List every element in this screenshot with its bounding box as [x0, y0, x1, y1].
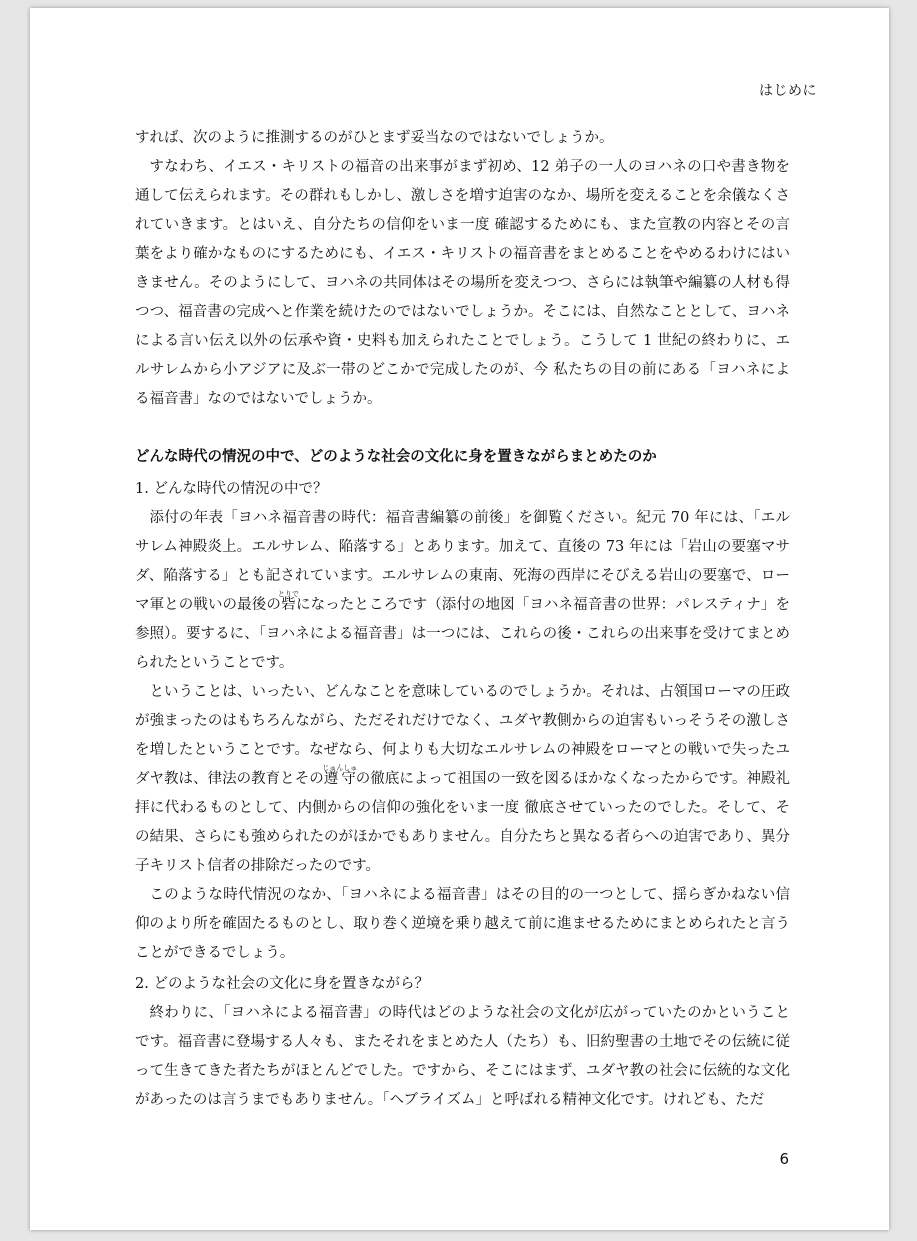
ruby-toride — [277, 590, 299, 613]
subsection-2-paragraph-1: 終わりに、「ヨハネによる福音書」の時代はどのような社会の文化が広がっていたのかということです。福音書に登場する人々も、またそれをまとめた人（たち）も、旧約聖書の土地でその伝統に従って生きてきた者たちがほとんどでした。ですから、そこにはまず、ユダヤ教の社会に伝統的な文化があったのは言うまでもありません。「ヘブライズム」と呼ばれる精神文化です。けれども、ただ — [135, 1005, 790, 1108]
subsection-1-paragraph-2 — [135, 678, 790, 881]
running-header: はじめに — [759, 83, 817, 99]
subsection-2-title: 2. どのような社会の文化に身を置きながら？ — [135, 976, 429, 992]
text-run: の徹底によって祖国の一致を図るほかなくなったからです。神殿礼拝に代わるものとして、内側からの信仰の強化をいま一度 徹底させていったのでした。そして、その結果、さらにも強められたのがほかでもありません。自分たちと異なる者らへの迫害であり、異分子キリスト信者の排除だったのです。 — [135, 771, 790, 874]
subsection-1-paragraph-1 — [135, 504, 790, 678]
ruby-base: 砦 — [277, 597, 299, 613]
text-run: になったところです（添付の地図「ヨハネ福音書の世界：パレスティナ」を参照）。要するに、「ヨハネによる福音書」は一つには、これらの後・これらの出来事を受けてまとめられたということです。 — [135, 597, 791, 671]
document-page — [30, 8, 889, 1230]
subsection-1-title: 1. どんな時代の情況の中で？ — [135, 481, 328, 497]
intro-paragraph-1: すなわち、イエス・キリストの福音の出来事がまず初め、12 弟子の一人のヨハネの口や書き物を通して伝えられます。その群れもしかし、激しさを増す迫害のなか、場所を変えることを余儀なくされていきます。とはいえ、自分たちの信仰をいま一度 確認するためにも、また宣教の内容とその言葉をより確かなものにするためにも、イエス・キリストの福音書をまとめることをやめるわけにはいきません。そのようにして、ヨハネの共同体はその場所を変えつつ、さらには執筆や編纂の人材も得つつ、福音書の完成へと作業を続けたのではないでしょうか。そこには、自然なこととして、ヨハネによる言い伝え以外の伝承や資・史料も加えられたことでしょう。こうして 1 世紀の終わりに、エルサレムから小アジアに及ぶ一帯のどこかで完成したのが、今 私たちの目の前にある「ヨハネによる福音書」なのではないでしょうか。 — [135, 159, 790, 407]
intro-paragraph-0: すれば、次のように推測するのがひとまず妥当なのではないでしょうか。 — [135, 130, 614, 146]
page-number: 6 — [779, 1150, 789, 1168]
ruby-reading: じゅんしゅ — [322, 764, 358, 772]
ruby-base: 遵守 — [322, 771, 358, 787]
ruby-junshu — [322, 764, 358, 787]
text-run: ということは、いったい、どんなことを意味しているのでしょうか。それは、占領国ローマの圧政が強まったのはもちろんながら、ただそれだけでなく、ユダヤ教側からの迫害もいっそうその激しさを増したということです。なぜなら、何よりも大切なエルサレムの神殿をローマとの戦いで失ったユダヤ教は、律法の教育とその — [135, 684, 790, 787]
text-run: 添付の年表「ヨハネ福音書の時代：福音書編纂の前後」を御覧ください。紀元 70 年には、「エルサレム神殿炎上。エルサレム、陥落する」とあります。加えて、直後の 73 年には「岩山の要塞マサダ、陥落する」とも記されています。エルサレムの東南、死海の西岸にそびえる岩山の要塞で、ローマ軍との戦いの最後の — [135, 510, 790, 613]
ruby-reading: とりで — [277, 590, 299, 598]
subsection-1-paragraph-3: このような時代情況のなか、「ヨハネによる福音書」はその目的の一つとして、揺らぎかねない信仰のより所を確固たるものとし、取り巻く逆境を乗り越えて前に進ませるためにまとめられたと言うことができるでしょう。 — [135, 887, 790, 961]
body-text — [135, 124, 790, 1115]
section-heading: どんな時代の情況の中で、どのような社会の文化に身を置きながらまとめたのか — [135, 448, 657, 465]
